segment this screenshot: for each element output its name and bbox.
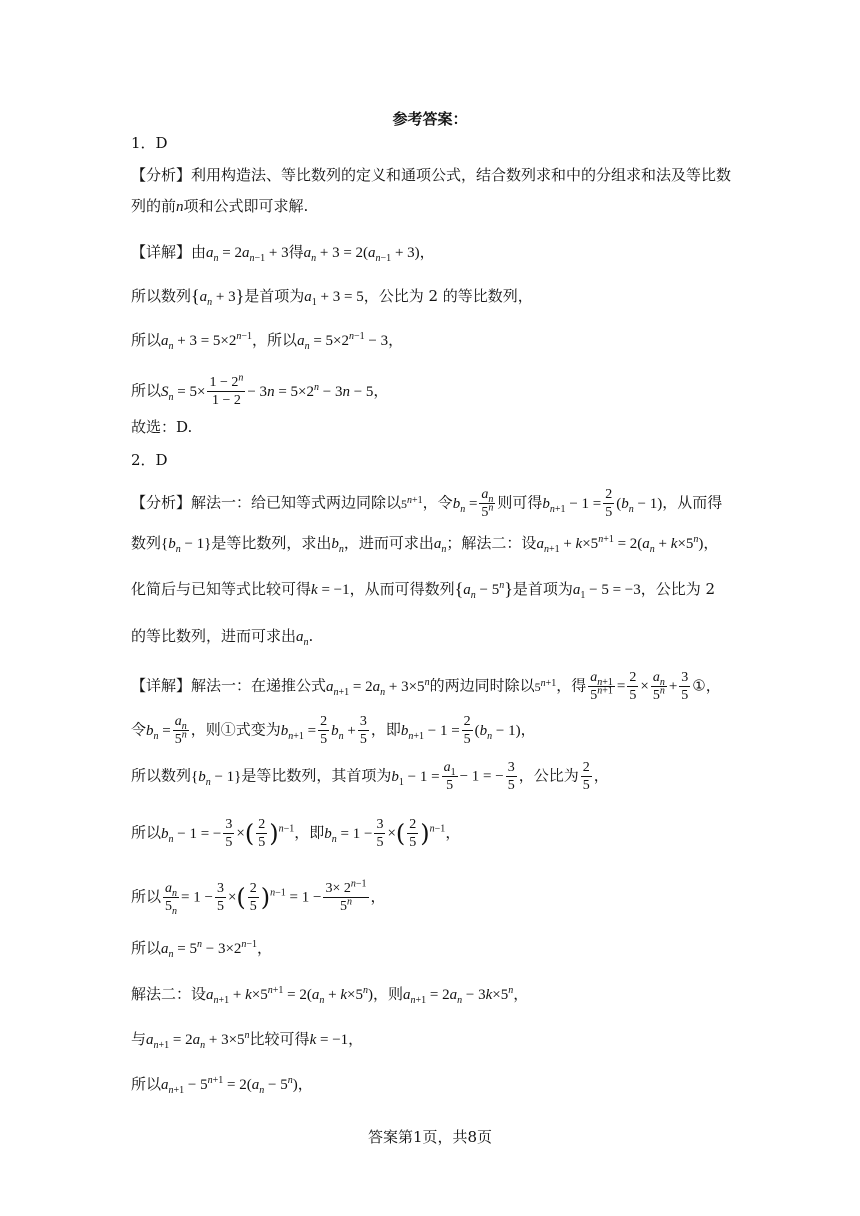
- q2-detail-line6: 所以$a_n = 5^n - 3\times 2^{n-1}$，: [131, 939, 273, 960]
- q1-detail-line1: 【详解】由$a_n = 2a_{n-1} + 3$得$a_n + 3 = 2(a_{n-1} + 3)$，: [131, 243, 435, 264]
- page-title: 参考答案：: [392, 110, 468, 128]
- page-footer: 答案第1页，共8页: [367, 1128, 493, 1146]
- q2-analysis-line1: 【分析】解法一：给已知等式两边同除以$5^{n+1}$，令$b_n$ = $\frac{a_n}{5^n}$ 则可得$b_{n+1} - 1$ = $\frac{2}{5}$ $(b_n - 1)$，从而得: [131, 487, 723, 520]
- q2-analysis-line3: 化简后与已知等式比较可得k = −1，从而可得数列$\{a_n - 5^n\}$是首项为$a_1 - 5 = -3$，公比为 2: [131, 579, 716, 601]
- q2-detail-line4: 所以$b_n - 1$ = − $\frac{3}{5}$ ×( $\frac{2}{5}$ )$^{n-1}$，即$b_n = 1$ − $\frac{3}{5}$ ×( $\frac{2}{5}$ )$^{n-1}$，: [131, 817, 461, 850]
- q2-detail-line3: 所以数列$\{b_n - 1\}$是等比数列，其首项为$b_1 - 1$ = $\frac{a_1}{5}$ − 1 = − $\frac{3}{5}$ ，公比为 $\frac{2}{5}$ ，: [131, 760, 609, 793]
- analysis-tag: 【分析】: [131, 166, 192, 184]
- q2-detail-line1: 【详解】解法一：在递推公式$a_{n+1} = 2a_n + 3\times 5^n$的两边同时除以$5^{n+1}$，得 $\frac{a_{n+1}}{5^{n+1}}$ = $\frac{2}{5}$ × $\frac{a_n}{5^n}$ + $\frac{3}{5}$ ①，: [131, 670, 721, 703]
- q2-detail-line8: 与$a_{n+1} = 2a_n + 3\times 5^n$比较可得k = −1，: [131, 1030, 364, 1051]
- q1-analysis-line1: 【分析】利用构造法、等比数列的定义和通项公式，结合数列求和中的分组求和法及等比数: [131, 166, 732, 184]
- q1-detail-line4: 所以$S_n = 5\times$ $\frac{1 - 2^n}{1 - 2}$ − $3n = 5\times 2^n - 3n - 5$，: [131, 372, 389, 408]
- detail-tag: 【详解】: [131, 676, 192, 695]
- q1-label: 1．D: [131, 134, 168, 152]
- q2-analysis-line4: 的等比数列，进而可求出$a_n$.: [131, 627, 314, 648]
- analysis-tag: 【分析】: [131, 493, 192, 512]
- q2-analysis-line2: 数列$\{b_n - 1\}$是等比数列，求出$b_n$，进而可求出$a_n$；解法二：设$a_{n+1} + k\times 5^{n+1} = 2(a_n + k\times 5^n)$，: [131, 534, 719, 555]
- q2-label: 2．D: [131, 451, 168, 469]
- q1-analysis-line2: 列的前n项和公式即可求解.: [131, 197, 309, 215]
- q1-detail-line3: 所以$a_n + 3 = 5\times 2^{n-1}$，所以$a_n = 5\times 2^{n-1} - 3$，: [131, 331, 404, 352]
- q1-detail-line2: 所以数列$\{a_n + 3\}$是首项为$a_1 + 3 = 5$，公比为 2 的等比数列，: [131, 286, 533, 308]
- q2-detail-line9: 所以$a_{n+1} - 5^{n+1} = 2(a_n - 5^n)$，: [131, 1075, 313, 1096]
- q2-detail-line5: 所以 $\frac{a_n}{5_n}$ = 1 − $\frac{3}{5}$ ×( $\frac{2}{5}$ )$^{n-1}$ = 1 − $\frac{3\times 2^{n-1}}{5^n}$ ，: [131, 878, 386, 917]
- q1-choice: 故选：D.: [131, 418, 193, 436]
- q2-detail-line2: 令$b_n$ = $\frac{a_n}{5^n}$ ，则①式变为$b_{n+1}$ = $\frac{2}{5}$ $b_n$ + $\frac{3}{5}$ ，即$b_{n+1} - 1$ = $\frac{2}{5}$ $(b_n - 1)$，: [131, 714, 536, 747]
- q2-detail-line7: 解法二：设$a_{n+1} + k\times 5^{n+1} = 2(a_n + k\times 5^n)$，则$a_{n+1} = 2a_n - 3k\times 5^n$，: [131, 985, 529, 1006]
- detail-tag: 【详解】: [131, 243, 192, 261]
